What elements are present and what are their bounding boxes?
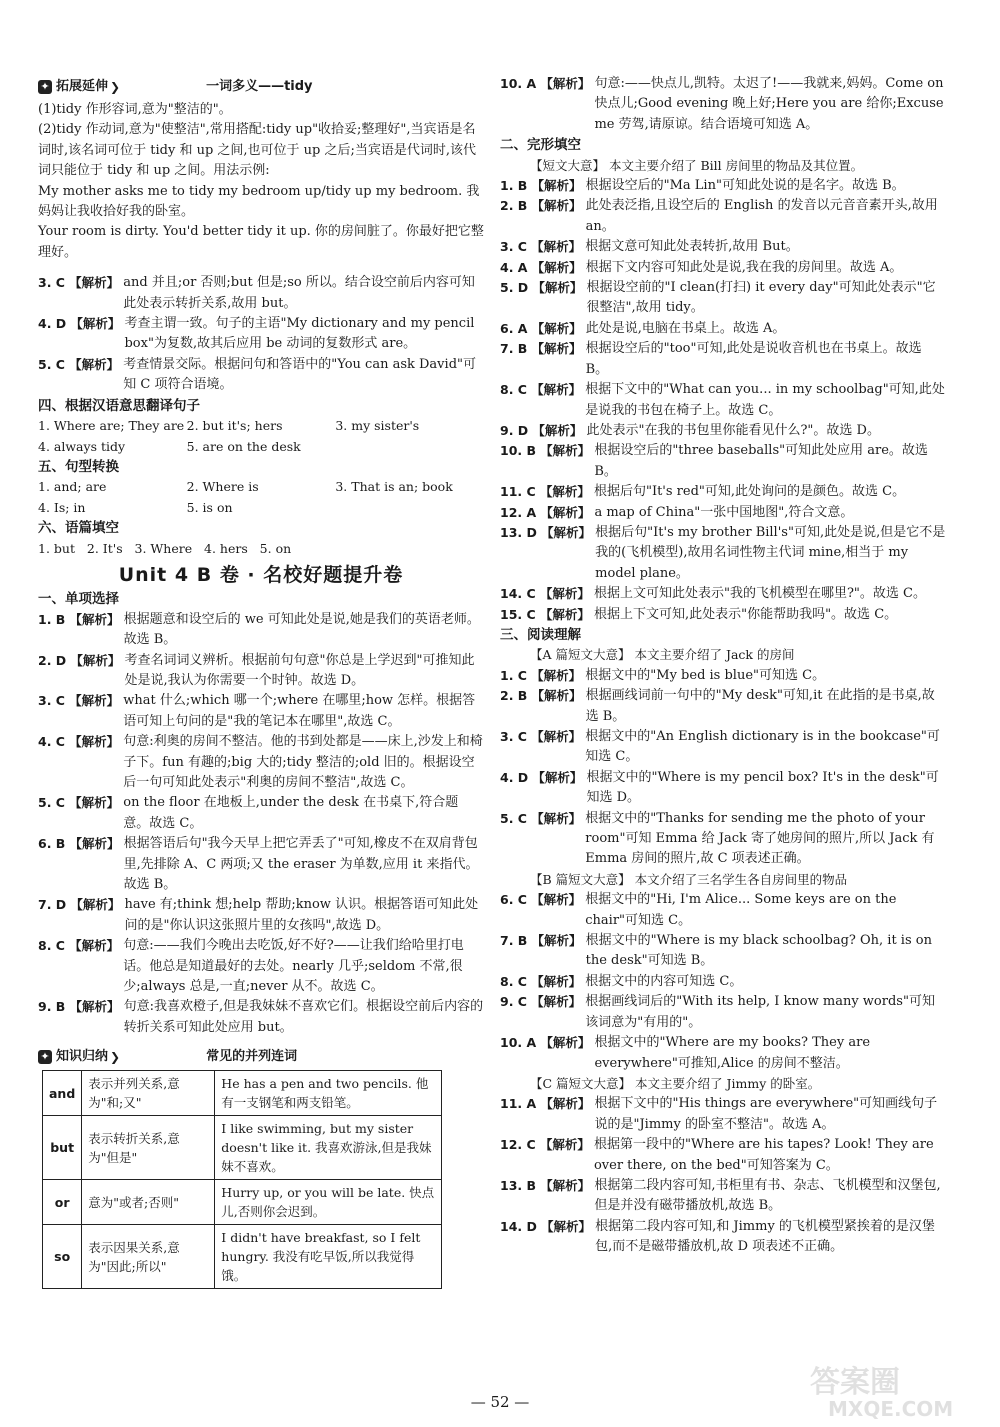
summary-line: 【B 篇短文大意】 本文介绍了三名学生各自房间里的物品 (530, 871, 848, 887)
answer-text: 根据设空后的"three baseballs"可知此处应用 are。故选 B。 (594, 443, 928, 479)
analysis-tag: 【解析】 (531, 810, 582, 826)
answer-text: 根据上文可知此处表示"我的飞机模型在哪里?"。故选 C。 (593, 586, 926, 602)
answer-text: 考查名词词义辨析。根据前句句意"你总是上学迟到"可推知此处是说,我认为你需要一个时钟。故选 D。 (124, 652, 475, 688)
summary-line: 【C 篇短文大意】 本文主要介绍了 Jimmy 的卧室。 (530, 1075, 821, 1091)
section-title: 五、句型转换 (38, 458, 119, 475)
table-cell-example: He has a pen and two pencils. 他有一支钢笔和两支铅笔。 (215, 1071, 442, 1116)
table-cell-word: but (43, 1116, 82, 1180)
analysis-tag: 【解析】 (531, 994, 582, 1010)
lightbulb-icon: ✦ (38, 1050, 52, 1064)
analysis-tag: 【解析】 (531, 320, 582, 336)
answer-item (38, 314, 484, 355)
knowledge-badge: ✦ 知识归纳 ❯ (38, 1047, 120, 1067)
table-cell-meaning: 表示转折关系,意为"但是" (82, 1116, 215, 1180)
analysis-tag: 【解析】 (541, 524, 592, 540)
analysis-tag: 【解析】 (69, 693, 120, 709)
answer-item (500, 258, 946, 278)
analysis-tag: 【解析】 (69, 275, 120, 291)
answer-cell: 1. and; are (38, 479, 107, 495)
analysis-tag: 【解析】 (532, 422, 583, 438)
section-title: 六、语篇填空 (38, 520, 119, 537)
answer-text: 根据上下文可知,此处表示"你能帮助我吗"。故选 C。 (593, 606, 898, 622)
page-number: — 52 — (470, 1393, 530, 1411)
table-cell-example: I like swimming, but my sister doesn't like it. 我喜欢游泳,但是我妹妹不喜欢。 (215, 1116, 442, 1180)
analysis-tag: 【解析】 (531, 198, 582, 214)
answer-item (500, 319, 946, 339)
answer-number: 3. C (38, 693, 65, 709)
answer-row (38, 416, 484, 436)
answer-text: 根据文中的内容可知选 C。 (585, 973, 743, 989)
answer-text: 句意:我喜欢橙子,但是我妹妹不喜欢它们。根据设空前后内容的转折关系可知此处应用 but。 (123, 999, 484, 1035)
answer-text: 根据设空后的"Ma Lin"可知此处说的是名字。故选 B。 (585, 178, 905, 194)
answer-number: 11. A (500, 1096, 537, 1112)
summary-line: 【短文大意】 本文主要介绍了 Bill 房间里的物品及其位置。 (530, 157, 864, 173)
answer-text: 根据第一段中的"Where are his tapes? Look! They are over there, on the bed"可知答案为 C。 (593, 1137, 934, 1173)
answer-item (38, 936, 484, 997)
answer-text: 此处表泛指,且设空后的 English 的发音以元音音素开头,故用 an。 (585, 198, 938, 234)
analysis-tag: 【解析】 (531, 729, 582, 744)
answer-text: 根据文中的"An English dictionary is in the bookcase"可知选 C。 (585, 729, 940, 765)
analysis-tag: 【解析】 (532, 769, 583, 785)
answer-row (38, 477, 484, 497)
analysis-tag: 【解析】 (70, 897, 121, 913)
table-row (43, 1071, 442, 1116)
table-cell-example: Hurry up, or you will be late. 快点儿,否则你会迟到。 (215, 1180, 442, 1225)
answer-item (38, 355, 484, 396)
answer-cell (335, 437, 484, 457)
analysis-tag: 【解析】 (541, 1218, 592, 1234)
analysis-tag: 【解析】 (540, 1177, 591, 1193)
answer-item (500, 1033, 946, 1074)
answer-number: 1. B (38, 611, 66, 627)
answer-cell: 2. Where is (186, 479, 259, 495)
answer-cell: 3. That is an; book (335, 479, 453, 495)
answer-text: 根据文意可知此处表转折,故用 But。 (585, 239, 799, 255)
answer-item (500, 972, 946, 992)
answer-cell: 4. always tidy (38, 438, 126, 454)
analysis-tag: 【解析】 (69, 611, 120, 627)
analysis-tag: 【解析】 (531, 688, 582, 704)
answer-number: 3. C (500, 729, 527, 744)
answer-item (500, 727, 946, 768)
knowledge-header (38, 1044, 484, 1070)
answer-cell: 5. are on the desk (186, 438, 301, 454)
answer-item (500, 1176, 946, 1217)
reading-b-answers (500, 890, 946, 1074)
answer-number: 9. D (500, 422, 529, 438)
answer-number: 13. B (500, 1177, 537, 1193)
answer-item (38, 691, 484, 732)
table-cell-meaning: 表示因果关系,意为"因此;所以" (82, 1225, 215, 1289)
answer-text: 此处表示"在我的书包里你能看见什么?"。故选 D。 (586, 422, 880, 438)
analysis-tag: 【解析】 (531, 239, 582, 255)
unit-title: Unit 4 B 卷 · 名校好题提升卷 (118, 563, 404, 586)
answer-item (500, 482, 946, 502)
answer-number: 14. D (500, 1218, 537, 1234)
analysis-tag: 【解析】 (69, 938, 120, 954)
table-cell-word: or (43, 1180, 82, 1225)
answer-item (38, 732, 484, 793)
analysis-tag: 【解析】 (69, 795, 120, 811)
answer-item (500, 421, 946, 441)
answer-item (500, 666, 946, 686)
answer-number: 10. A (500, 1035, 537, 1051)
extension-line: Your room is dirty. You'd better tidy it up. 你的房间脏了。你最好把它整理好。 (38, 224, 484, 260)
answer-row (38, 498, 484, 518)
answer-text: on the floor 在地板上,under the desk 在书桌下,符合题意。故选 C。 (123, 795, 459, 831)
answer-item (500, 992, 946, 1033)
answer-item (500, 339, 946, 380)
answer-text: 根据文中的"My bed is blue"可知选 C。 (585, 667, 826, 683)
analysis-tag: 【解析】 (70, 316, 121, 332)
analysis-tag: 【解析】 (532, 280, 583, 296)
table-cell-meaning: 意为"或者;否则" (82, 1180, 215, 1225)
answer-number: 11. C (500, 484, 536, 500)
answer-item (38, 834, 484, 895)
arrow-right-icon: ❯ (110, 79, 121, 94)
answer-number: 7. B (500, 933, 528, 949)
analysis-tag: 【解析】 (69, 734, 120, 750)
table-row (43, 1180, 442, 1225)
answer-number: 9. B (38, 999, 66, 1015)
extension-line: (1)tidy 作形容词,意为"整洁的"。 (38, 102, 232, 117)
answer-text: 根据下文中的"What can you... in my schoolbag"可知,此处是说我的书包在椅子上。故选 C。 (585, 382, 945, 418)
answer-number: 9. C (500, 994, 527, 1010)
section-title: 二、完形填空 (500, 137, 581, 154)
watermark-line1: 答案圈 (810, 1365, 900, 1400)
table-cell-word: and (43, 1071, 82, 1116)
answer-text: have 有;think 想;help 帮助;know 认识。根据答语可知此处问的是"你认识这张照片里的女孩吗",故选 D。 (124, 897, 479, 933)
answer-text: 根据文中的"Where is my black schoolbag? Oh, it is on the desk"可知选 B。 (585, 933, 932, 969)
answer-number: 7. B (500, 341, 528, 357)
analysis-tag: 【解析】 (531, 341, 582, 357)
analysis-tag: 【解析】 (539, 1137, 590, 1153)
answers-a (38, 273, 484, 395)
analysis-tag: 【解析】 (69, 356, 120, 372)
answer-text: 句意:——我们今晚出去吃饭,好不好?——让我们给哈里打电话。他总是知道最好的去处。nearly 几乎;seldom 不常,很少;always 总是,一直;never 从不。故选 C。 (123, 938, 464, 995)
extension-line: My mother asks me to tidy my bedroom up/tidy up my bedroom. 我妈妈让我收拾好我的卧室。 (38, 183, 480, 220)
answer-text: 根据画线词前一句中的"My desk"可知,it 在此指的是书桌,故选 B。 (585, 688, 935, 724)
analysis-tag: 【解析】 (540, 1096, 591, 1112)
section-title: 三、阅读理解 (500, 626, 581, 643)
knowledge-title: 常见的并列连词 (206, 1049, 298, 1065)
extension-header (38, 74, 484, 100)
answer-number: 14. C (500, 586, 536, 602)
answer-text: 根据文中的"Hi, I'm Alice... Some keys are on the chair"可知选 C。 (585, 892, 897, 928)
analysis-tag: 【解析】 (540, 1035, 591, 1051)
analysis-tag: 【解析】 (531, 973, 582, 989)
extension-line: (2)tidy 作动词,意为"使整洁",常用搭配:tidy up"收拾妥;整理好",当宾语是名词时,该名词可位于 tidy 和 up 之间,也可位于 up 之后;当宾语是代词时,该代词只能位于 tidy 和 up 之间。用法示例: (38, 122, 477, 179)
section-title: 一、单项选择 (38, 591, 119, 608)
answer-text: 根据题意和设空后的 we 可知此处是说,她是我们的英语老师。故选 B。 (123, 611, 480, 648)
answer-row: 1. but 2. It's 3. Where 4. hers 5. on (38, 540, 292, 556)
analysis-tag: 【解析】 (540, 76, 591, 91)
analysis-tag: 【解析】 (70, 652, 121, 668)
answer-cell: 5. is on (186, 499, 233, 515)
answer-text: and 并且;or 否则;but 但是;so 所以。结合设空前后内容可知此处表示转折关系,故用 but。 (123, 275, 475, 311)
answer-number: 6. C (500, 892, 527, 908)
conjunction-table (42, 1070, 442, 1289)
answer-text: 根据设空前的"I clean(打扫) it every day"可知此处表示"它很整洁",故用 tidy。 (586, 280, 936, 316)
answer-item (500, 74, 946, 135)
answer-item (500, 931, 946, 972)
answers-b (38, 610, 484, 1039)
answer-text: 根据答语后句"我今天早上把它弄丢了"可知,橡皮不在双肩背包里,先排除 A、C 两项;又 the eraser 为单数,应用 it 来指代。故选 B。 (123, 836, 479, 893)
answer-text: 根据文中的"Where is my pencil box? It's in the desk"可知选 D。 (586, 769, 939, 806)
answer-text: 句意:——快点儿,凯特。太迟了!——我就来,妈妈。Come on 快点儿;Good evening 晚上好;Here you are 给你;Excuse me 劳驾,请原谅。结合语境可知选 A。 (594, 76, 944, 132)
answer-number: 10. B (500, 443, 537, 459)
answer-item (38, 793, 484, 834)
answer-number: 2. B (500, 198, 528, 214)
extension-body (38, 100, 484, 263)
answer-number: 12. C (500, 1137, 536, 1153)
answer-item (500, 1094, 946, 1135)
reading-a-answers (500, 666, 946, 870)
answer-number: 5. C (38, 795, 65, 811)
answer-text: 根据画线词后的"With its help, I know many words"可知该词意为"有用的"。 (585, 994, 935, 1030)
answer-number: 10. A (500, 76, 537, 91)
answer-text: 根据下文内容可知此处是说,我在我的房间里。故选 A。 (585, 259, 903, 275)
answer-number: 5. C (500, 810, 527, 826)
analysis-tag: 【解析】 (539, 606, 590, 622)
table-cell-word: so (43, 1225, 82, 1289)
answer-number: 8. C (38, 938, 65, 954)
table-row (43, 1225, 442, 1289)
answer-number: 15. C (500, 606, 536, 622)
answer-item (500, 441, 946, 482)
watermark-line2: MXQE.COM (828, 1397, 954, 1420)
answer-cell (335, 498, 484, 518)
answer-item (38, 895, 484, 936)
answer-text: 句意:利奥的房间不整洁。他的书到处都是——床上,沙发上和椅子下。fun 有趣的;big 大的;tidy 整洁的;old 旧的。根据设空后一句可知此处表示"利奥的房间不整洁",故选 C。 (123, 734, 483, 790)
answer-number: 4. D (500, 769, 529, 785)
analysis-tag: 【解析】 (531, 382, 582, 398)
answer-cell: 4. Is; in (38, 499, 86, 515)
lightbulb-icon: ✦ (38, 80, 52, 94)
answer-text: 根据文中的"Thanks for sending me the photo of your room"可知 Emma 给 Jack 寄了她房间的照片,所以 Jack 有 Emma 房间的照片,故 C 项表述正确。 (585, 810, 935, 867)
answer-item (500, 1217, 946, 1258)
analysis-tag: 【解析】 (531, 933, 582, 949)
answer-number: 3. C (500, 239, 527, 255)
table-row (43, 1116, 442, 1180)
analysis-tag: 【解析】 (69, 999, 120, 1015)
table-cell-example: I didn't have breakfast, so I felt hungry. 我没有吃早饭,所以我觉得饿。 (215, 1225, 442, 1289)
answer-item (500, 890, 946, 931)
answer-item (500, 584, 946, 604)
extension-title: 一词多义——tidy (206, 78, 313, 94)
analysis-tag: 【解析】 (531, 259, 582, 275)
answer-cell: 2. but it's; hers (186, 418, 283, 434)
answer-number: 8. C (500, 382, 527, 398)
answer-number: 1. C (500, 667, 527, 683)
analysis-tag: 【解析】 (540, 443, 591, 459)
table-cell-meaning: 表示并列关系,意为"和;又" (82, 1071, 215, 1116)
analysis-tag: 【解析】 (540, 504, 591, 520)
answer-text: 考查情景交际。根据问句和答语中的"You can ask David"可知 C 项符合语境。 (123, 356, 476, 393)
answer-text: 根据下文中的"His things are everywhere"可知画线句子说的是"Jimmy 的卧室不整洁"。故选 A。 (594, 1096, 938, 1132)
answer-text: 根据第二段内容可知,书柜里有书、杂志、飞机模型和汉堡包,但是并没有磁带播放机,故选 B。 (594, 1177, 941, 1214)
analysis-tag: 【解析】 (539, 586, 590, 602)
reading-c-answers (500, 1094, 946, 1257)
answer-number: 7. D (38, 897, 67, 913)
answer-text: 根据后句"It's my brother Bill's"可知,此处是说,但是它不是我的(飞机模型),故用名词性物主代词 mine,相当于 my model plane。 (595, 524, 946, 581)
analysis-tag: 【解析】 (69, 836, 120, 852)
answer-text: 此处是说,电脑在书桌上。故选 A。 (585, 320, 786, 336)
summary-line: 【A 篇短文大意】 本文主要介绍了 Jack 的房间 (530, 647, 795, 663)
answer-number: 4. A (500, 259, 528, 275)
answer-item (500, 809, 946, 870)
answer-item (500, 1135, 946, 1176)
answer-text: 根据设空后的"too"可知,此处是说收音机也在书桌上。故选 B。 (585, 341, 922, 377)
extension-badge: ✦ 拓展延伸 ❯ (38, 77, 120, 97)
answer-cell: 3. my sister's (335, 418, 420, 434)
answer-text: a map of China"一张中国地图",符合文意。 (594, 504, 854, 520)
cloze-answers (500, 176, 946, 625)
answer-item (500, 605, 946, 625)
answer-number: 1. B (500, 178, 528, 194)
answer-number: 6. A (500, 320, 528, 336)
answer-item (500, 503, 946, 523)
answer-item (38, 997, 484, 1038)
answer-item (500, 686, 946, 727)
analysis-tag: 【解析】 (531, 178, 582, 194)
answer-number: 4. C (38, 734, 65, 750)
arrow-right-icon: ❯ (110, 1050, 121, 1065)
analysis-tag: 【解析】 (539, 484, 590, 500)
answer-text: what 什么;which 哪一个;where 在哪里;how 怎样。根据答语可知上句问的是"我的笔记本在哪里",故选 C。 (123, 693, 476, 729)
answer-number: 2. D (38, 652, 67, 668)
left-column (38, 74, 484, 1289)
section-title: 四、根据汉语意思翻译句子 (38, 397, 200, 414)
answer-number: 13. D (500, 524, 537, 540)
answer-number: 3. C (38, 275, 65, 291)
answer-item (500, 523, 946, 584)
analysis-tag: 【解析】 (531, 892, 582, 908)
analysis-tag: 【解析】 (531, 667, 582, 683)
answer-number: 5. C (38, 356, 65, 372)
answer-number: 12. A (500, 504, 537, 520)
answer-text: 根据第二段内容可知,和 Jimmy 的飞机模型紧挨着的是汉堡包,而不是磁带播放机,故 D 项表述不正确。 (595, 1218, 935, 1255)
answer-item (38, 610, 484, 651)
answer-number: 2. B (500, 688, 528, 704)
answer-text: 考查主谓一致。句子的主语"My dictionary and my pencil box"为复数,故其后应用 be 动词的复数形式 are。 (124, 316, 475, 352)
answer-cell: 1. Where are; They are (38, 418, 185, 434)
answer-item (500, 237, 946, 257)
answer-item (500, 176, 946, 196)
answer-text: 根据文中的"Where are my books? They are everywhere"可推知,Alice 的房间不整洁。 (594, 1035, 871, 1071)
answer-text: 根据后句"It's red"可知,此处询问的是颜色。故选 C。 (593, 484, 906, 500)
watermark-logo (800, 1360, 990, 1420)
right-column (500, 74, 946, 1258)
answer-number: 4. D (38, 316, 67, 332)
answer-item (38, 273, 484, 314)
answer-item (38, 651, 484, 692)
answer-number: 8. C (500, 973, 527, 989)
answer-item (500, 380, 946, 421)
answer-item (500, 278, 946, 319)
answer-item (500, 768, 946, 809)
answer-number: 5. D (500, 280, 529, 296)
answer-item (500, 196, 946, 237)
answer-row (38, 437, 484, 457)
answer-number: 6. B (38, 836, 66, 852)
